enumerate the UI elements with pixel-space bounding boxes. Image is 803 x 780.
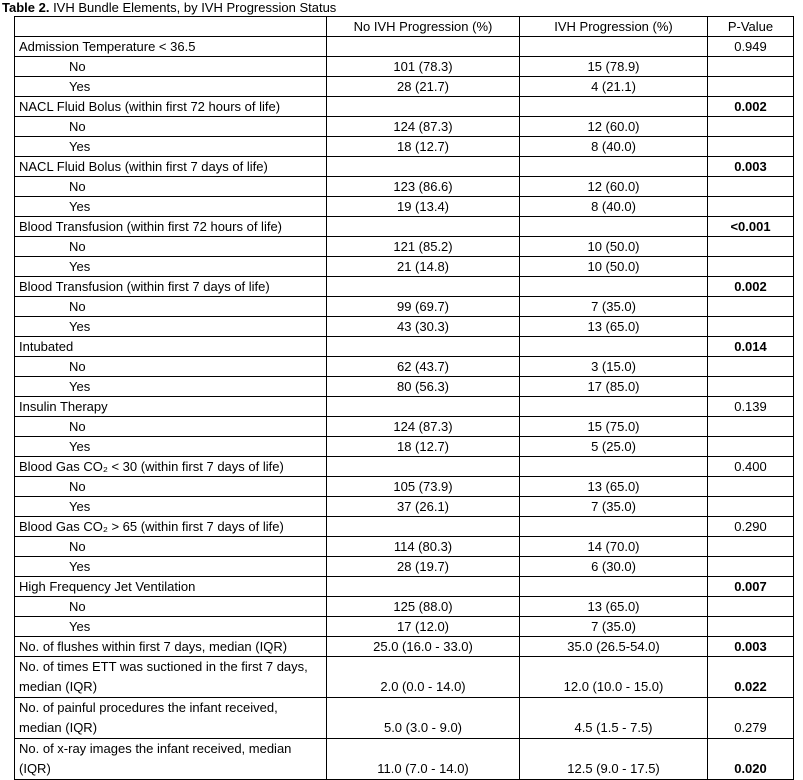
p-value: <0.001 bbox=[708, 217, 794, 237]
table-row bbox=[15, 597, 794, 617]
progression-value: 35.0 (26.5-54.0) bbox=[520, 637, 708, 657]
progression-value: 8 (40.0) bbox=[520, 137, 708, 157]
row-label: Yes bbox=[15, 197, 327, 217]
table-row bbox=[15, 477, 794, 497]
p-value bbox=[708, 177, 794, 197]
row-label: No bbox=[15, 537, 327, 557]
progression-value: 15 (75.0) bbox=[520, 417, 708, 437]
row-label: No. of painful procedures the infant received, median (IQR) bbox=[15, 698, 327, 739]
p-value bbox=[708, 357, 794, 377]
no-progression-value bbox=[327, 337, 520, 357]
row-label: Admission Temperature < 36.5 bbox=[15, 37, 327, 57]
row-label: No. of flushes within first 7 days, median (IQR) bbox=[15, 637, 327, 657]
no-progression-value: 80 (56.3) bbox=[327, 377, 520, 397]
row-label: High Frequency Jet Ventilation bbox=[15, 577, 327, 597]
p-value: 0.022 bbox=[708, 657, 794, 698]
p-value bbox=[708, 57, 794, 77]
no-progression-value bbox=[327, 97, 520, 117]
row-label: Yes bbox=[15, 317, 327, 337]
table-row bbox=[15, 557, 794, 577]
progression-value bbox=[520, 157, 708, 177]
progression-value: 13 (65.0) bbox=[520, 597, 708, 617]
ivh-bundle-table bbox=[14, 16, 794, 780]
progression-value: 12 (60.0) bbox=[520, 117, 708, 137]
progression-value: 7 (35.0) bbox=[520, 497, 708, 517]
p-value bbox=[708, 417, 794, 437]
table-row bbox=[15, 617, 794, 637]
row-label: Intubated bbox=[15, 337, 327, 357]
row-label: Yes bbox=[15, 77, 327, 97]
table-row bbox=[15, 157, 794, 177]
progression-value: 7 (35.0) bbox=[520, 617, 708, 637]
table-row bbox=[15, 297, 794, 317]
table-row bbox=[15, 517, 794, 537]
no-progression-value: 18 (12.7) bbox=[327, 137, 520, 157]
progression-value: 14 (70.0) bbox=[520, 537, 708, 557]
p-value bbox=[708, 437, 794, 457]
no-progression-value: 123 (86.6) bbox=[327, 177, 520, 197]
progression-value: 3 (15.0) bbox=[520, 357, 708, 377]
no-progression-value bbox=[327, 517, 520, 537]
progression-value: 10 (50.0) bbox=[520, 237, 708, 257]
row-label: No. of times ETT was suctioned in the first 7 days, median (IQR) bbox=[15, 657, 327, 698]
row-label: Insulin Therapy bbox=[15, 397, 327, 417]
table-row bbox=[15, 437, 794, 457]
row-label: No bbox=[15, 117, 327, 137]
row-label: Yes bbox=[15, 617, 327, 637]
table-row bbox=[15, 237, 794, 257]
row-label: No bbox=[15, 597, 327, 617]
no-progression-value bbox=[327, 397, 520, 417]
p-value bbox=[708, 137, 794, 157]
no-progression-value bbox=[327, 37, 520, 57]
no-progression-value: 2.0 (0.0 - 14.0) bbox=[327, 657, 520, 698]
row-label: No bbox=[15, 177, 327, 197]
progression-value bbox=[520, 517, 708, 537]
table-row bbox=[15, 77, 794, 97]
row-label: No bbox=[15, 357, 327, 377]
table-row bbox=[15, 277, 794, 297]
table-row bbox=[15, 137, 794, 157]
table-row bbox=[15, 317, 794, 337]
table-row bbox=[15, 177, 794, 197]
progression-value bbox=[520, 577, 708, 597]
row-label: No bbox=[15, 477, 327, 497]
progression-value: 12.5 (9.0 - 17.5) bbox=[520, 739, 708, 780]
p-value bbox=[708, 77, 794, 97]
p-value bbox=[708, 477, 794, 497]
row-label: Blood Gas CO₂ > 65 (within first 7 days of life) bbox=[15, 517, 327, 537]
progression-value: 7 (35.0) bbox=[520, 297, 708, 317]
no-progression-value: 124 (87.3) bbox=[327, 117, 520, 137]
p-value: 0.020 bbox=[708, 739, 794, 780]
table-caption bbox=[2, 0, 336, 16]
table-row bbox=[15, 577, 794, 597]
no-progression-value: 62 (43.7) bbox=[327, 357, 520, 377]
table-row bbox=[15, 417, 794, 437]
row-label: Yes bbox=[15, 497, 327, 517]
p-value bbox=[708, 297, 794, 317]
row-label: Blood Transfusion (within first 7 days of life) bbox=[15, 277, 327, 297]
no-progression-value: 11.0 (7.0 - 14.0) bbox=[327, 739, 520, 780]
p-value: 0.400 bbox=[708, 457, 794, 477]
p-value bbox=[708, 117, 794, 137]
p-value bbox=[708, 617, 794, 637]
table-row bbox=[15, 37, 794, 57]
p-value: 0.002 bbox=[708, 97, 794, 117]
row-label: No bbox=[15, 57, 327, 77]
p-value bbox=[708, 197, 794, 217]
table-row bbox=[15, 537, 794, 557]
table-row bbox=[15, 739, 794, 780]
header-col-variable bbox=[15, 17, 327, 37]
no-progression-value: 124 (87.3) bbox=[327, 417, 520, 437]
progression-value: 6 (30.0) bbox=[520, 557, 708, 577]
no-progression-value: 19 (13.4) bbox=[327, 197, 520, 217]
table-row bbox=[15, 357, 794, 377]
caption-label: Table 2. bbox=[2, 0, 50, 15]
p-value: 0.949 bbox=[708, 37, 794, 57]
row-label: Yes bbox=[15, 557, 327, 577]
progression-value: 10 (50.0) bbox=[520, 257, 708, 277]
row-label: No bbox=[15, 237, 327, 257]
no-progression-value: 17 (12.0) bbox=[327, 617, 520, 637]
no-progression-value: 114 (80.3) bbox=[327, 537, 520, 557]
row-label: Blood Transfusion (within first 72 hours of life) bbox=[15, 217, 327, 237]
progression-value: 4 (21.1) bbox=[520, 77, 708, 97]
table-row bbox=[15, 57, 794, 77]
p-value bbox=[708, 497, 794, 517]
table-row bbox=[15, 257, 794, 277]
progression-value: 8 (40.0) bbox=[520, 197, 708, 217]
no-progression-value: 18 (12.7) bbox=[327, 437, 520, 457]
no-progression-value: 37 (26.1) bbox=[327, 497, 520, 517]
header-col-progression: IVH Progression (%) bbox=[520, 17, 708, 37]
table-row bbox=[15, 698, 794, 739]
row-label: NACL Fluid Bolus (within first 7 days of life) bbox=[15, 157, 327, 177]
no-progression-value bbox=[327, 217, 520, 237]
p-value: 0.290 bbox=[708, 517, 794, 537]
progression-value: 12 (60.0) bbox=[520, 177, 708, 197]
row-label: Yes bbox=[15, 257, 327, 277]
no-progression-value: 121 (85.2) bbox=[327, 237, 520, 257]
p-value: 0.139 bbox=[708, 397, 794, 417]
progression-value bbox=[520, 97, 708, 117]
progression-value: 17 (85.0) bbox=[520, 377, 708, 397]
progression-value: 13 (65.0) bbox=[520, 317, 708, 337]
p-value bbox=[708, 537, 794, 557]
no-progression-value bbox=[327, 157, 520, 177]
p-value: 0.279 bbox=[708, 698, 794, 739]
progression-value bbox=[520, 277, 708, 297]
progression-value: 4.5 (1.5 - 7.5) bbox=[520, 698, 708, 739]
no-progression-value: 43 (30.3) bbox=[327, 317, 520, 337]
p-value bbox=[708, 597, 794, 617]
table-row bbox=[15, 337, 794, 357]
no-progression-value: 101 (78.3) bbox=[327, 57, 520, 77]
table-row bbox=[15, 657, 794, 698]
table-row bbox=[15, 637, 794, 657]
row-label: Yes bbox=[15, 377, 327, 397]
table-row bbox=[15, 97, 794, 117]
header-col-no-progression: No IVH Progression (%) bbox=[327, 17, 520, 37]
no-progression-value bbox=[327, 277, 520, 297]
no-progression-value: 125 (88.0) bbox=[327, 597, 520, 617]
row-label: No bbox=[15, 297, 327, 317]
p-value: 0.002 bbox=[708, 277, 794, 297]
row-label: NACL Fluid Bolus (within first 72 hours of life) bbox=[15, 97, 327, 117]
p-value: 0.003 bbox=[708, 637, 794, 657]
progression-value bbox=[520, 397, 708, 417]
no-progression-value: 28 (21.7) bbox=[327, 77, 520, 97]
p-value: 0.007 bbox=[708, 577, 794, 597]
row-label: Blood Gas CO₂ < 30 (within first 7 days of life) bbox=[15, 457, 327, 477]
table-row bbox=[15, 217, 794, 237]
progression-value bbox=[520, 457, 708, 477]
no-progression-value: 99 (69.7) bbox=[327, 297, 520, 317]
no-progression-value: 5.0 (3.0 - 9.0) bbox=[327, 698, 520, 739]
no-progression-value: 21 (14.8) bbox=[327, 257, 520, 277]
progression-value: 15 (78.9) bbox=[520, 57, 708, 77]
p-value: 0.014 bbox=[708, 337, 794, 357]
table-row bbox=[15, 117, 794, 137]
table-row bbox=[15, 457, 794, 477]
row-label: Yes bbox=[15, 137, 327, 157]
row-label: Yes bbox=[15, 437, 327, 457]
progression-value: 13 (65.0) bbox=[520, 477, 708, 497]
table-row bbox=[15, 397, 794, 417]
row-label: No bbox=[15, 417, 327, 437]
progression-value bbox=[520, 37, 708, 57]
table-row bbox=[15, 197, 794, 217]
p-value bbox=[708, 237, 794, 257]
no-progression-value: 25.0 (16.0 - 33.0) bbox=[327, 637, 520, 657]
caption-text: IVH Bundle Elements, by IVH Progression Status bbox=[49, 0, 337, 15]
p-value: 0.003 bbox=[708, 157, 794, 177]
row-label: No. of x-ray images the infant received, median (IQR) bbox=[15, 739, 327, 780]
no-progression-value: 28 (19.7) bbox=[327, 557, 520, 577]
no-progression-value: 105 (73.9) bbox=[327, 477, 520, 497]
progression-value: 12.0 (10.0 - 15.0) bbox=[520, 657, 708, 698]
progression-value bbox=[520, 337, 708, 357]
p-value bbox=[708, 317, 794, 337]
p-value bbox=[708, 377, 794, 397]
table-row bbox=[15, 497, 794, 517]
header-row bbox=[15, 17, 794, 37]
no-progression-value bbox=[327, 457, 520, 477]
p-value bbox=[708, 557, 794, 577]
header-col-p-value: P-Value bbox=[708, 17, 794, 37]
progression-value: 5 (25.0) bbox=[520, 437, 708, 457]
progression-value bbox=[520, 217, 708, 237]
table-row bbox=[15, 377, 794, 397]
no-progression-value bbox=[327, 577, 520, 597]
p-value bbox=[708, 257, 794, 277]
